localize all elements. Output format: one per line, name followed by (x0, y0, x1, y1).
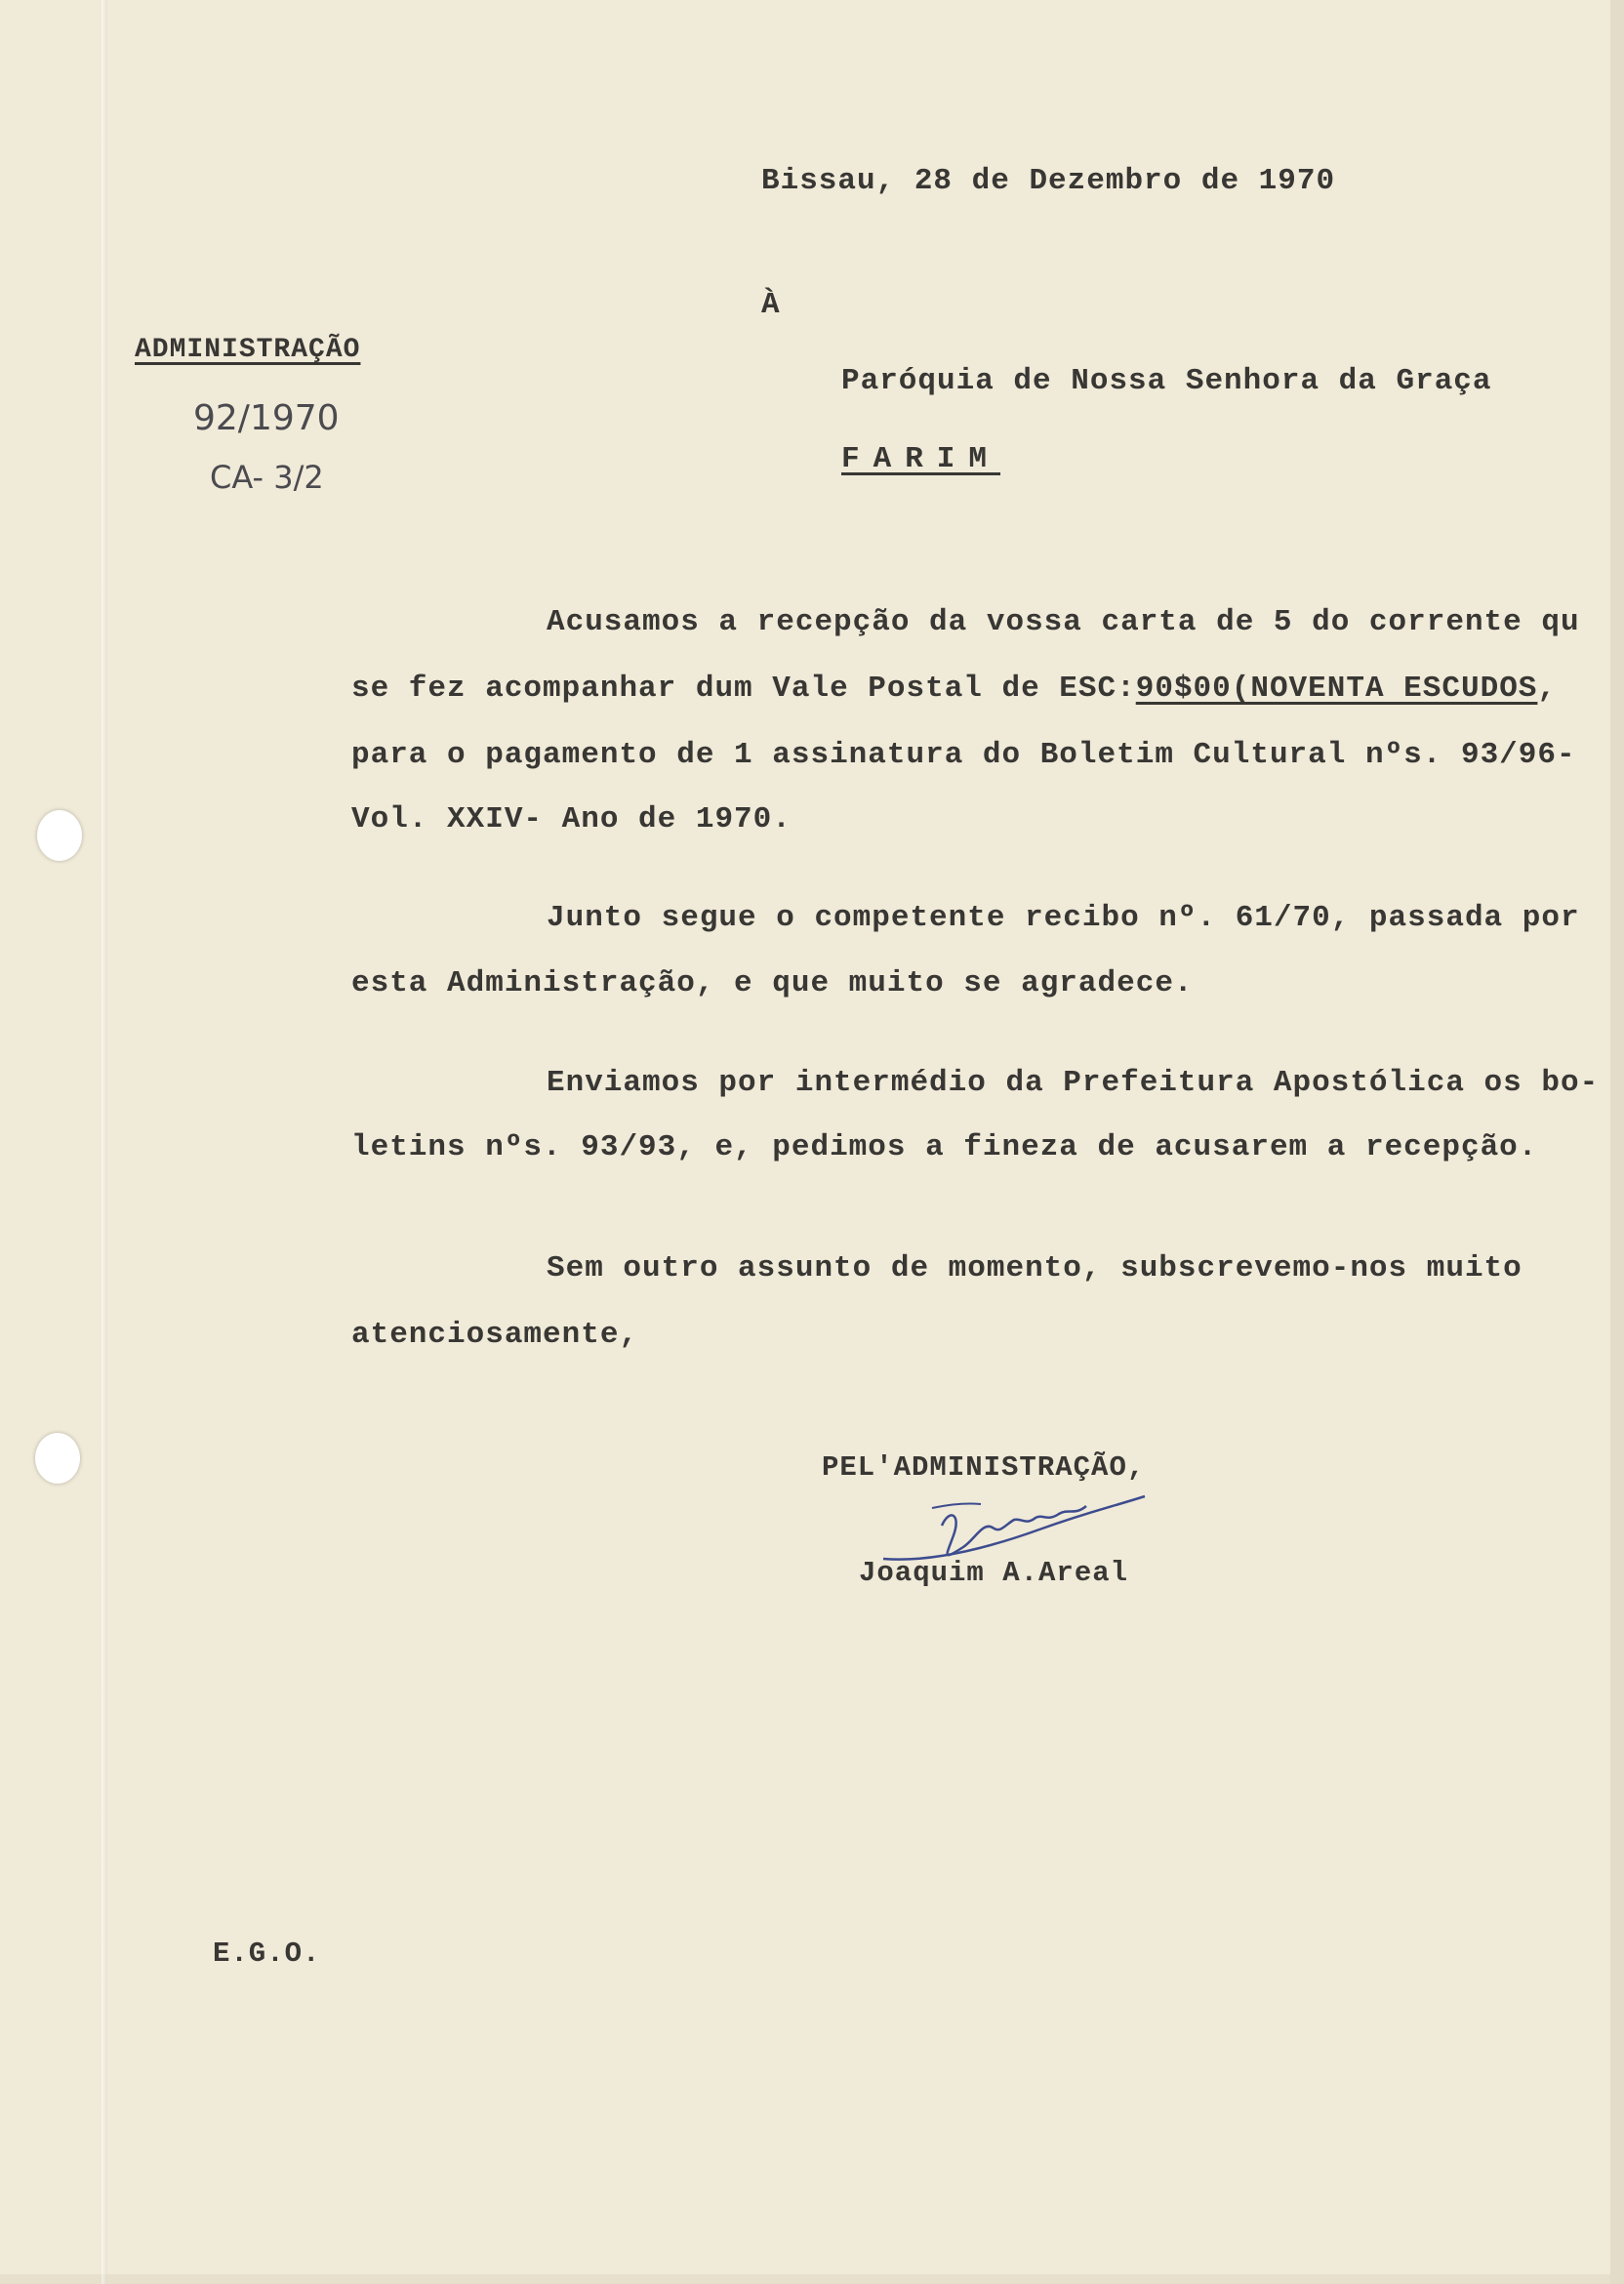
place-date-line: Bissau, 28 de Dezembro de 1970 (761, 164, 1336, 198)
amount-text: 90$00(NOVENTA ESCUDOS (1135, 672, 1538, 706)
recipient-name: Paróquia de Nossa Senhora da Graça (841, 364, 1492, 398)
punch-hole-bottom (35, 1433, 80, 1484)
department-heading: ADMINISTRAÇÃO (135, 335, 361, 365)
paragraph-4-line-2: atenciosamente, (351, 1318, 639, 1352)
signatory-name: Joaquim A.Areal (859, 1557, 1129, 1589)
text-segment: se fez acompanhar dum Vale Postal de ESC: (351, 672, 1136, 706)
reference-number: 92/1970 (193, 398, 340, 438)
paragraph-1-line-1: Acusamos a recepção da vossa carta de 5 do corrente qu (547, 605, 1580, 639)
recipient-prefix: À (761, 288, 781, 322)
paragraph-3-line-1: Enviamos por intermédio da Prefeitura Apostólica os bo- (547, 1066, 1600, 1100)
signature-on-behalf: PEL'ADMINISTRAÇÃO, (822, 1451, 1146, 1484)
paragraph-1-line-2 (351, 672, 1557, 706)
text-segment: , (1537, 672, 1558, 706)
paragraph-4-line-1: Sem outro assunto de momento, subscrevemo-nos muito (547, 1251, 1522, 1285)
punch-hole-top (37, 810, 82, 861)
paragraph-1-line-3: para o pagamento de 1 assinatura do Boletim Cultural nºs. 93/96- (351, 738, 1576, 772)
paragraph-3-line-2: letins nºs. 93/93, e, pedimos a fineza de acusarem a recepção. (351, 1130, 1538, 1164)
reference-code: CA- 3/2 (210, 459, 324, 496)
paragraph-2-line-2: esta Administração, e que muito se agradece. (351, 966, 1194, 1000)
paragraph-2-line-1: Junto segue o competente recibo nº. 61/70, passada por (547, 901, 1580, 935)
paragraph-1-line-4: Vol. XXIV- Ano de 1970. (351, 802, 792, 836)
typist-initials: E.G.O. (213, 1937, 321, 1970)
paper-fold-line (102, 0, 107, 2284)
recipient-town: FARIM (841, 442, 1001, 476)
